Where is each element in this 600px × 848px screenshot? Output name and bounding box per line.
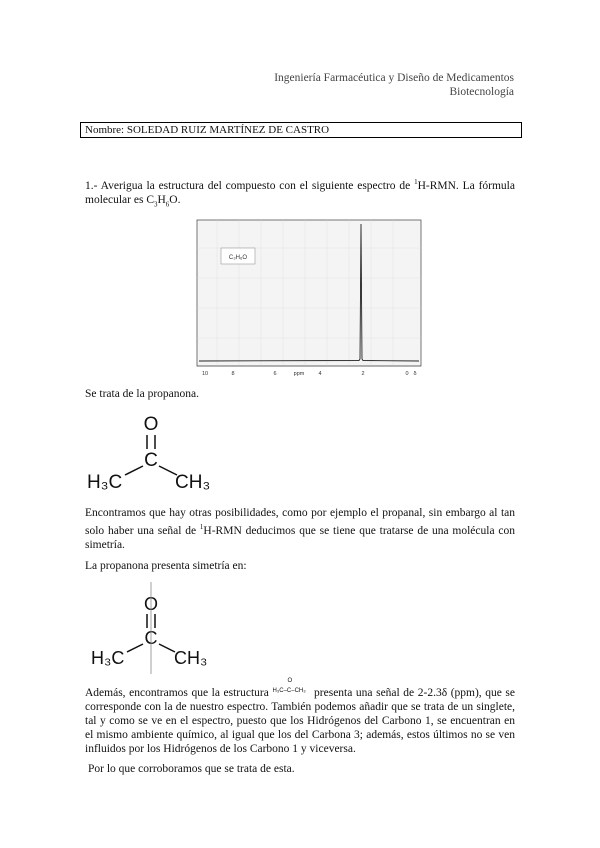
question-number: 1.- (85, 179, 98, 192)
question-paragraph: 1.- Averigua la estructura del compuesto con el siguiente espectro de $^1$H-RMN. La fórmula molecular es $C_3H_6O$. (85, 178, 515, 209)
name-box: Nombre: SOLEDAD RUIZ MARTÍNEZ DE CASTRO (80, 122, 522, 138)
inline-structure (272, 678, 310, 696)
tick-0: 0 (405, 371, 409, 377)
methyl-right-label: CH₃ (175, 472, 211, 493)
document-header (274, 71, 514, 99)
methyl-left-label: H₃C (91, 648, 125, 668)
paragraph-symmetry: La propanona presenta simetría en: (85, 560, 247, 572)
oxygen-label: O (143, 594, 159, 614)
tick-8: 8 (231, 371, 235, 377)
paragraph-propanona: Se trata de la propanona. (85, 388, 199, 400)
carbon-label: C (144, 628, 158, 648)
inline-structure-oxygen: O (287, 678, 293, 684)
tick-ppm: ppm (293, 371, 305, 377)
paragraph-possibilities: Encontramos que hay otras posibilidades, como por ejemplo el propanal, sin embargo al tan solo haber una señal de $^1$H-RMN deducimos que se tiene que tratarse de una molécula con simetría. (85, 507, 515, 551)
header-line-1: Ingeniería Farmacéutica y Diseño de Medicamentos (274, 72, 514, 84)
question-text-b: H-RMN. La fórmula molecular es (85, 179, 515, 206)
tick-6: 6 (273, 371, 277, 377)
molecular-formula: $C_3H_6O$ (146, 193, 178, 209)
paragraph-conclusion: Por lo que corroboramos que se trata de esta. (88, 763, 295, 775)
oxygen-label: O (143, 414, 159, 435)
question-text-a: Averigua la estructura del compuesto con el siguiente espectro de (100, 179, 415, 192)
tick-2: 2 (361, 371, 365, 377)
acetone-structure-1 (85, 408, 225, 498)
carbon-label: C (144, 450, 158, 471)
tick-4: 4 (318, 371, 322, 377)
acetone-structure-2 (85, 582, 225, 677)
tick-10: 10 (201, 371, 209, 377)
spectrum-inset-label: C₃H₆O (228, 255, 248, 261)
tick-delta: δ (413, 371, 417, 377)
header-line-2: Biotecnología (449, 86, 514, 98)
nmr-superscript: 1 (414, 178, 418, 186)
methyl-right-label: CH₃ (174, 648, 208, 668)
paragraph-structure-signal: Además, encontramos que la estructura O H₃C–C–CH₃ presenta una señal de 2-2.3δ (ppm), que se corresponde con la de nuestro espectro. También podemos añadir que se trata de un singlete, tal y como se ve en el espectro, puesto que los Hidrógenos del Carbono 1, se encuentran en el mismo ambiente químico, al igual que los del Carbona 3; además, estos últimos no se ven influidos por los Hidrógenos de los Carbono 1 y viceversa. (85, 686, 515, 756)
nmr-spectrum (195, 218, 423, 380)
methyl-left-label: H₃C (87, 472, 123, 493)
inline-structure-chain: H₃C–C–CH₃ (272, 688, 306, 694)
